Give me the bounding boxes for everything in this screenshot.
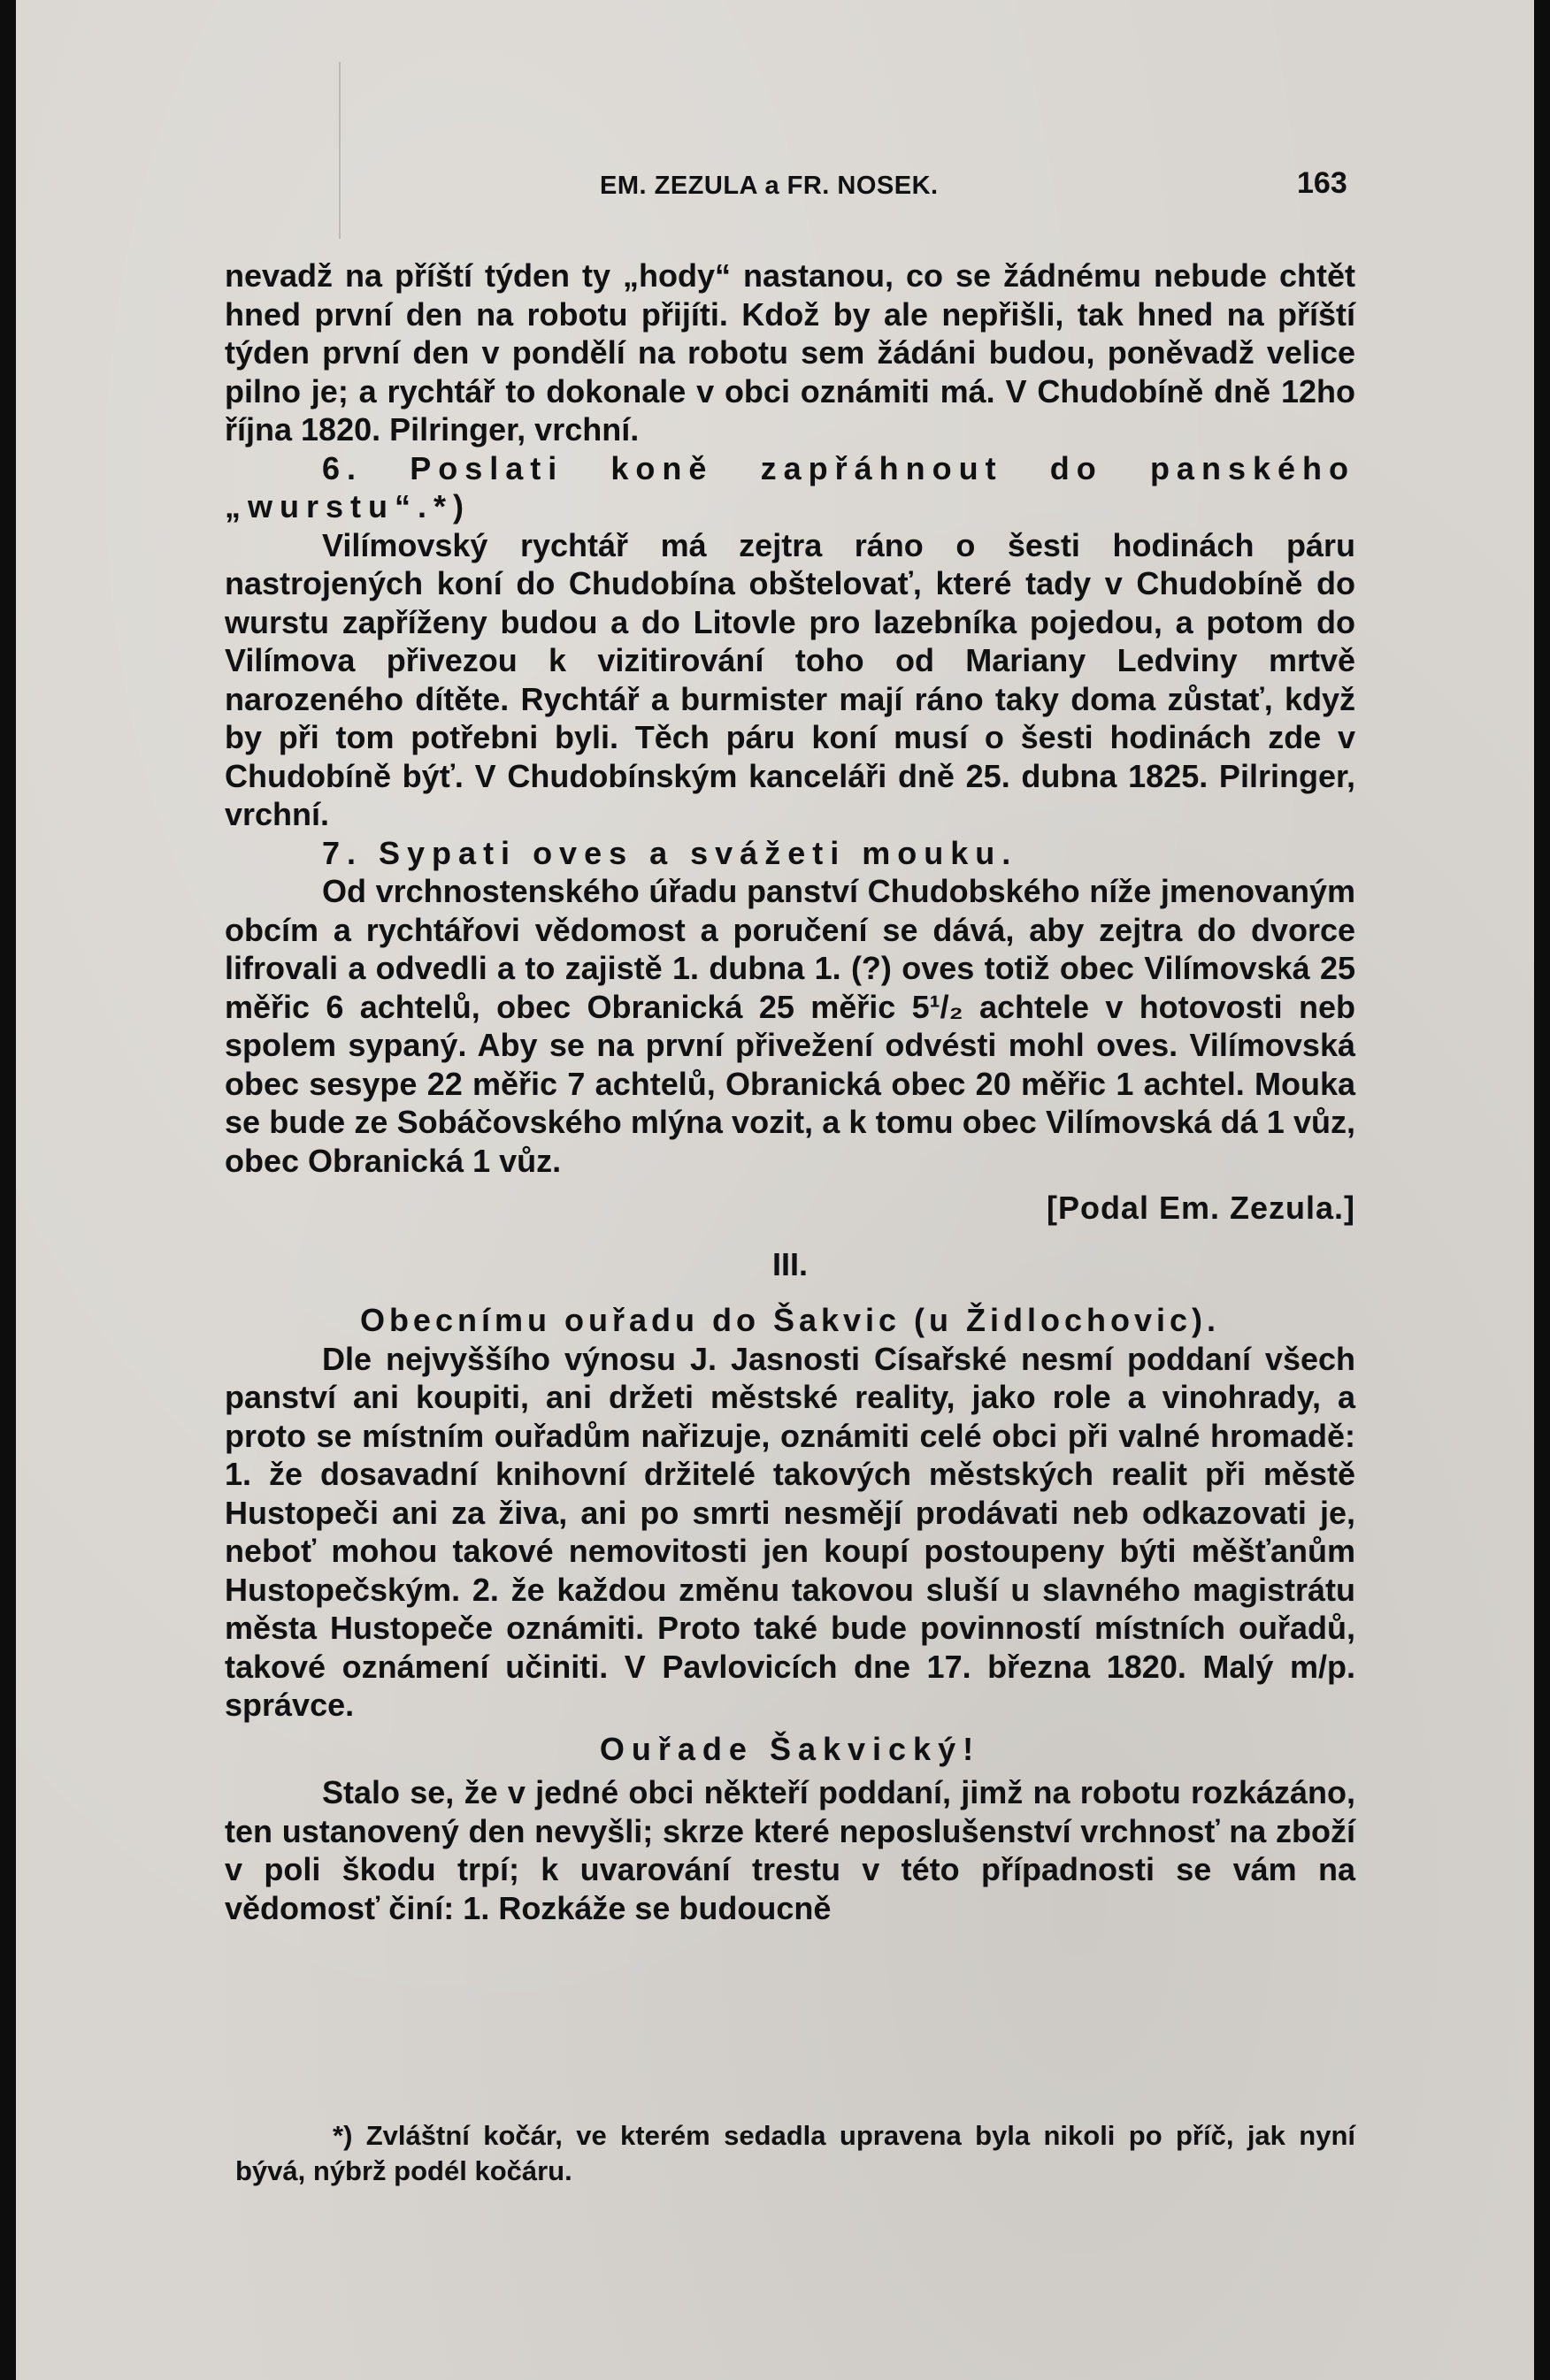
page-number: 163 <box>1297 166 1347 200</box>
page-header <box>16 166 1534 210</box>
letter-heading: Obecnímu ouřadu do Šakvic (u Židlochovic). <box>359 1302 1221 1338</box>
fold-shadow <box>339 62 341 239</box>
signature: [Podal Em. Zezula.] <box>1046 1190 1355 1226</box>
footnote <box>235 2118 1355 2189</box>
section-heading-6: 6. Poslati koně zapřáhnout do panského „wurstu“.*) <box>225 449 1355 524</box>
body-text <box>225 256 1355 1927</box>
paragraph-oves: Od vrchnostenského úřadu panství Chudobského níže jmenovaným obcím a rychtářovi vědomost a poručení se dává, aby zejtra do dvorce lifrovali a odvedli a to zajistě 1. dubna 1. (?) oves totiž obec Vilímovská 25 měřic 6 achtelů, obec Obranická 25 měřic 5¹/₂ achtele v hotovosti neb spolem sypaný. Aby se na první přivežení odvésti mohl oves. Vilímovská obec sesype 22 měřic 7 achtelů, Obranická obec 20 měřic 1 achtel. Mouka se bude ze Sobáčovského mlýna vozit, a k tomu obec Vilímovská dá 1 vůz, obec Obranická 1 vůz. <box>225 873 1355 1179</box>
running-head: EM. ZEZULA a FR. NOSEK. <box>600 172 939 200</box>
scan-edge-right <box>1534 0 1550 2380</box>
signature-line <box>225 1180 1355 1228</box>
footnote-text: *) Zvláštní kočár, ve kterém sedadla upravena byla nikoli po příč, jak nyní bývá, nýbrž podél kočáru. <box>235 2120 1355 2186</box>
paragraph-robota: Stalo se, že v jedné obci někteří poddaní, jimž na robotu rozkázáno, ten ustanovený den nevyšli; skrze které neposlušenství vrchnosť na zboží v poli škodu trpí; k uvarování trestu v této případnosti se vám na vědomosť činí: 1. Rozkáže se budoucně <box>225 1774 1355 1926</box>
salutation: Ouřade Šakvický! <box>599 1730 981 1767</box>
paragraph-vilimov: Vilímovský rychtář má zejtra ráno o šesti hodinách páru nastrojených koní do Chudobína obštelovať, které tady v Chudobíně do wurstu zapříženy budou a do Litovle pro lazebníka pojedou, a potom do Vilímova přivezou k vizitirování toho od Mariany Ledviny mrtvě narozeného dítěte. Rychtář a burmister mají ráno taky doma zůstať, když by při tom potřebni byli. Těch páru koní musí o šesti hodinách zde v Chudobíně býť. V Chudobínským kanceláři dně 25. dubna 1825. Pilringer, vrchní. <box>225 526 1355 832</box>
book-page <box>16 0 1534 2380</box>
section-number: III. <box>771 1245 808 1282</box>
paragraph-vynos: Dle nejvyššího výnosu J. Jasnosti Císařské nesmí poddaní všech panství ani koupiti, ani držeti městské reality, jako role a vinohrady, a proto se místním ouřadům nařizuje, oznámiti celé obci při valné hromadě: 1. že dosavadní knihovní držitelé takových městských realit při městě Hustopeči ani za živa, ani po smrti nesmějí prodávati neb odkazovati je, neboť mohou takové nemovitosti jen koupí postoupeny býti měšťanům Hustopečským. 2. že každou změnu takovou sluší u slavného magistrátu města Hustopeče oznámiti. Proto také bude povinností místních ouřadů, takové oznámení učiniti. V Pavlovicích dne 17. března 1820. Malý m/p. správce. <box>225 1340 1355 1723</box>
paragraph-continuation: nevadž na příští týden ty „hody“ nastanou, co se žádnému nebude chtět hned první den na robotu přijíti. Kdož by ale nepřišli, tak hned na příští týden první den v pondělí na robotu sem žádáni budou, poněvadž velice pilno je; a rychtář to dokonale v obci oznámiti má. V Chudobíně dně 12ho října 1820. Pilringer, vrchní. <box>225 257 1355 448</box>
section-heading-7: 7. Sypati oves a svážeti mouku. <box>322 834 1018 871</box>
scan-edge-left <box>0 0 16 2380</box>
